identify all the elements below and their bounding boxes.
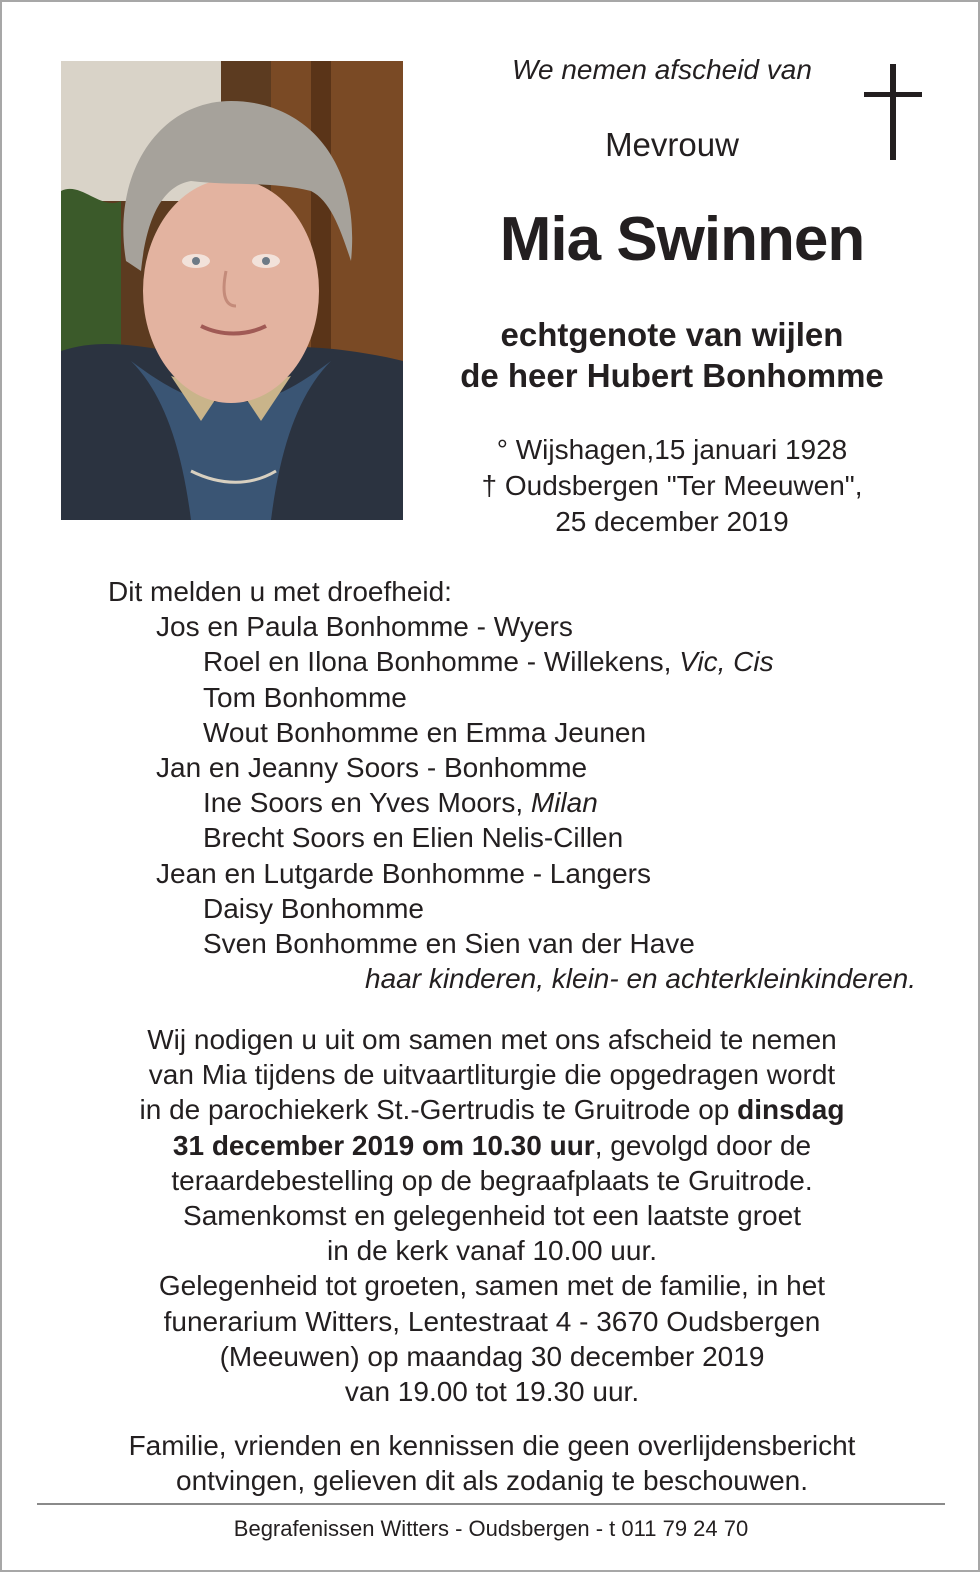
birth-date: ° Wijshagen,15 januari 1928 [496, 434, 848, 465]
family-closing: haar kinderen, klein- en achterkleinkinderen. [365, 963, 916, 995]
intro-text: We nemen afscheid van [512, 54, 812, 85]
family-intro: Dit melden u met droefheid: [108, 576, 452, 607]
death-place: † Oudsbergen "Ter Meeuwen", [481, 470, 863, 501]
portrait-photo [61, 61, 403, 520]
list-item: Jos en Paula Bonhomme - Wyers [156, 611, 573, 643]
funeral-home-footer: Begrafenissen Witters - Oudsbergen - t 011 79 24 70 [233, 1516, 749, 1541]
divider [37, 1503, 945, 1505]
honorific: Mevrouw [605, 126, 739, 163]
deceased-name: Mia Swinnen [499, 205, 865, 274]
funeral-invitation: Wij nodigen u uit om samen met ons afscheid te nemen van Mia tijdens de uitvaartliturgie die opgedragen wordt in de parochiekerk St.-Gertrudis te Gruitrode op dinsdag 31 december 2019 om 10.30 uur, gevolgd door de teraardebestelling op de begraafplaats te Gruitrode. Samenkomst en gelegenheid tot een laatste groet in de kerk vanaf 10.00 uur. Gelegenheid tot groeten, samen met de familie, in het funerarium Witters, Lentestraat 4 - 3670 Oudsbergen (Meeuwen) op maandag 30 december 2019 van 19.00 tot 19.30 uur. [139, 1024, 845, 1408]
list-item: Daisy Bonhomme [203, 892, 424, 924]
list-item: Jean en Lutgarde Bonhomme - Langers [156, 857, 651, 889]
notice-text: Familie, vrienden en kennissen die geen overlijdensbericht ontvingen, gelieven dit als zodanig te beschouwen. [128, 1430, 856, 1497]
life-dates [422, 432, 922, 540]
list-item: Jan en Jeanny Soors - Bonhomme [156, 752, 588, 784]
family-list [108, 574, 928, 996]
spouse-line-2: de heer Hubert Bonhomme [460, 357, 884, 394]
death-date: 25 december 2019 [555, 506, 789, 537]
spouse-info [422, 314, 922, 396]
list-item: Tom Bonhomme [203, 681, 407, 713]
list-item: Brecht Soors en Elien Nelis-Cillen [203, 822, 624, 854]
list-item: Sven Bonhomme en Sien van der Have [203, 928, 695, 960]
list-item: Roel en Ilona Bonhomme - Willekens, Vic, Cis [203, 646, 774, 678]
spouse-line-1: echtgenote van wijlen [500, 316, 844, 353]
list-item: Wout Bonhomme en Emma Jeunen [203, 716, 647, 748]
list-item: Ine Soors en Yves Moors, Milan [203, 787, 598, 819]
